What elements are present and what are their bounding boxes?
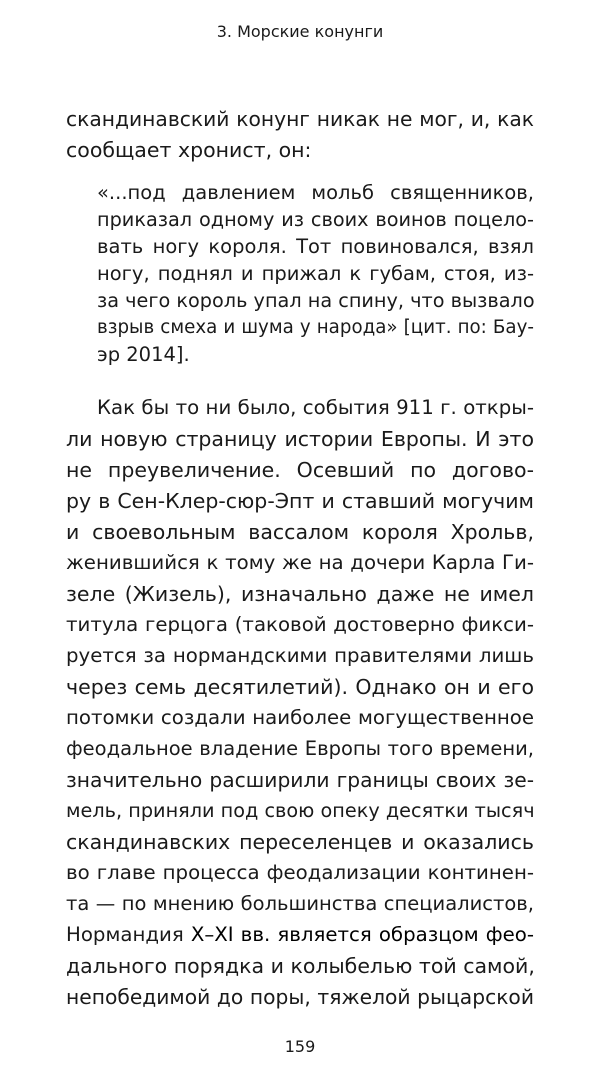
quote-line: вать ногу короля. Тот повиновался, взял [97, 235, 534, 258]
text-line: через семь десятилетий). Однако он и его [66, 675, 534, 699]
text-line [66, 920, 534, 950]
quote-line: приказал одному из своих воинов поцело- [97, 208, 534, 231]
quote-line: эр 2014]. [97, 343, 190, 366]
text-line: во главе процесса феодализации континен- [66, 861, 534, 884]
text-segment: Нормандия [66, 923, 191, 946]
text-line: женившийся к тому же на дочери Карла Ги- [66, 551, 534, 574]
text-line: ли новую страницу истории Европы. И это [66, 427, 534, 451]
text-line: потомки создали наиболее могущественное [66, 706, 534, 729]
text-line: сообщает хронист, он: [66, 138, 312, 162]
text-line: скандинавских переселенцев и оказались [66, 830, 534, 854]
chapter-header: 3. Морские конунги [216, 22, 384, 41]
text-line: мель, приняли под свою опеку десятки тысяч [66, 799, 535, 822]
text-line: зеле (Жизель), изначально даже не имел [66, 582, 534, 606]
page-number: 159 [284, 1037, 316, 1056]
text-line: и своевольным вассалом короля Хрольв, [66, 520, 534, 544]
text-line: скандинавский конунг никак не мог, и, как [66, 107, 534, 131]
quote-line: взрыв смеха и шума у народа» [цит. по: Бау- [97, 317, 534, 338]
quote-line: за чего король упал на спину, что вызвало [97, 289, 535, 312]
text-line: руется за нормандскими правителями лишь [66, 644, 534, 667]
highlighted-text: X–XI вв. является образцом фео- [190, 923, 534, 946]
text-line: дального порядка и колыбелью той самой, [66, 954, 535, 978]
quote-line: «...под давлением мольб священников, [97, 181, 534, 204]
text-line: титула герцога (таковой достоверно фикси- [66, 613, 534, 636]
text-line: ру в Сен-Клер-сюр-Эпт и ставший могучим [66, 489, 534, 513]
quote-line: ногу, поднял и прижал к губам, стоя, из- [97, 262, 534, 285]
text-line: Как бы то ни было, события 911 г. откры- [97, 396, 534, 419]
text-line: та — по мнению большинства специалистов, [66, 892, 534, 915]
text-line: непобедимой до поры, тяжелой рыцарской [66, 985, 534, 1009]
text-line: феодальное владение Европы того времени, [66, 737, 534, 760]
text-line: не преувеличение. Осевший по догово- [66, 458, 534, 482]
text-line: значительно расширили границы своих зе- [66, 768, 534, 792]
